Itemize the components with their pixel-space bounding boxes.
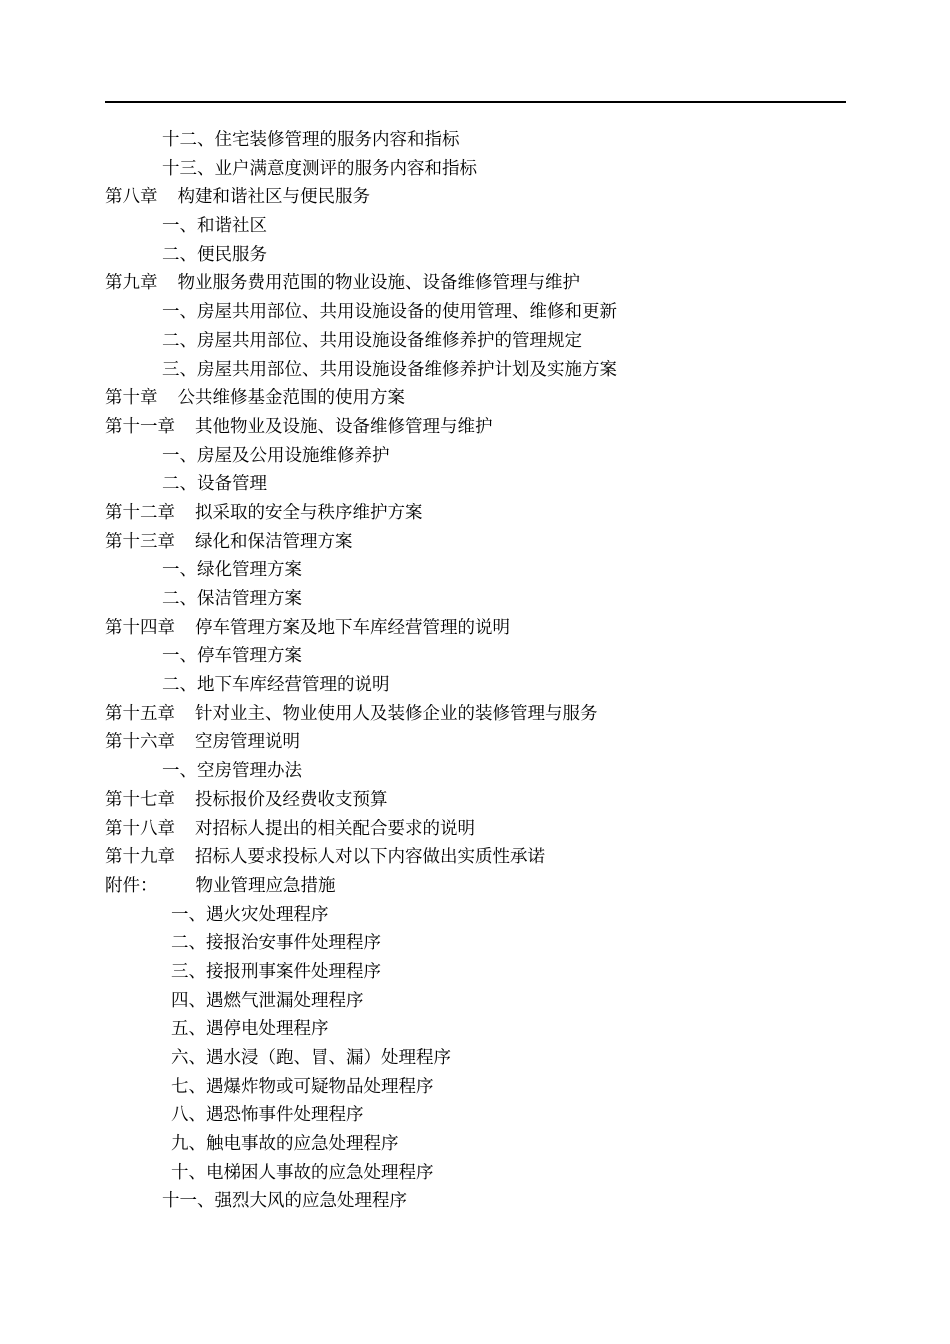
chapter-title: 拟采取的安全与秩序维护方案 bbox=[195, 502, 423, 523]
section-title: 二、设备管理 bbox=[162, 474, 267, 495]
section-title: 一、停车管理方案 bbox=[162, 646, 302, 667]
chapter-number: 第十五章 bbox=[105, 703, 175, 724]
chapter-title: 绿化和保洁管理方案 bbox=[195, 531, 353, 552]
chapter-number: 第十六章 bbox=[105, 732, 175, 753]
toc-appendix-item bbox=[0, 958, 950, 987]
toc-appendix-item bbox=[0, 1130, 950, 1159]
appendix-item-title: 六、遇水浸（跑、冒、漏）处理程序 bbox=[171, 1048, 451, 1068]
toc-section bbox=[0, 556, 950, 585]
chapter-number: 第十四章 bbox=[105, 617, 175, 638]
section-title: 二、地下车库经营管理的说明 bbox=[162, 675, 390, 696]
toc-section bbox=[0, 442, 950, 471]
chapter-title: 物业服务费用范围的物业设施、设备维修管理与维护 bbox=[177, 273, 580, 294]
toc-chapter bbox=[0, 786, 950, 815]
toc-section bbox=[0, 757, 950, 786]
toc-appendix-item bbox=[0, 1187, 950, 1216]
chapter-number: 第十章 bbox=[105, 388, 158, 409]
chapter-title: 构建和谐社区与便民服务 bbox=[177, 187, 370, 208]
chapter-number: 第九章 bbox=[105, 273, 158, 294]
toc-section bbox=[0, 241, 950, 270]
section-title: 十二、住宅装修管理的服务内容和指标 bbox=[162, 130, 460, 150]
toc-appendix-item bbox=[0, 1101, 950, 1130]
section-title: 一、绿化管理方案 bbox=[162, 560, 302, 581]
appendix-item-title: 八、遇恐怖事件处理程序 bbox=[171, 1105, 364, 1126]
chapter-number: 第十三章 bbox=[105, 531, 175, 552]
section-title: 三、房屋共用部位、共用设施设备维修养护计划及实施方案 bbox=[162, 359, 617, 380]
chapter-title: 投标报价及经费收支预算 bbox=[195, 789, 388, 810]
toc-chapter bbox=[0, 269, 950, 298]
toc-appendix bbox=[0, 872, 950, 901]
chapter-number: 第十九章 bbox=[105, 847, 175, 868]
toc-appendix-item bbox=[0, 1015, 950, 1044]
toc-section bbox=[0, 585, 950, 614]
toc-section bbox=[0, 126, 950, 155]
toc-chapter bbox=[0, 384, 950, 413]
appendix-item-title: 十一、强烈大风的应急处理程序 bbox=[162, 1191, 407, 1212]
toc-section bbox=[0, 155, 950, 184]
chapter-title: 其他物业及设施、设备维修管理与维护 bbox=[195, 416, 493, 437]
toc-chapter bbox=[0, 499, 950, 528]
appendix-item-title: 五、遇停电处理程序 bbox=[171, 1019, 329, 1040]
section-title: 二、便民服务 bbox=[162, 244, 267, 265]
chapter-title: 公共维修基金范围的使用方案 bbox=[177, 388, 405, 409]
toc-chapter bbox=[0, 815, 950, 844]
toc-chapter bbox=[0, 528, 950, 557]
toc-chapter bbox=[0, 413, 950, 442]
chapter-number: 第八章 bbox=[105, 187, 158, 208]
header-rule bbox=[105, 101, 846, 103]
appendix-item-title: 九、触电事故的应急处理程序 bbox=[171, 1134, 399, 1155]
toc-section bbox=[0, 642, 950, 671]
appendix-label: 附件： bbox=[105, 875, 158, 896]
toc-chapter bbox=[0, 843, 950, 872]
chapter-title: 招标人要求投标人对以下内容做出实质性承诺 bbox=[195, 847, 545, 868]
chapter-number: 第十七章 bbox=[105, 789, 175, 810]
section-title: 一、空房管理办法 bbox=[162, 761, 302, 782]
toc-section bbox=[0, 327, 950, 356]
appendix-item-title: 三、接报刑事案件处理程序 bbox=[171, 961, 381, 982]
section-title: 十三、业户满意度测评的服务内容和指标 bbox=[162, 158, 477, 179]
chapter-number: 第十八章 bbox=[105, 818, 175, 839]
section-title: 一、和谐社区 bbox=[162, 216, 267, 237]
toc-appendix-item bbox=[0, 929, 950, 958]
appendix-title: 物业管理应急措施 bbox=[195, 875, 336, 896]
toc-section bbox=[0, 356, 950, 385]
appendix-item-title: 四、遇燃气泄漏处理程序 bbox=[171, 990, 364, 1011]
chapter-title: 空房管理说明 bbox=[195, 732, 300, 753]
toc-section bbox=[0, 212, 950, 241]
section-title: 一、房屋共用部位、共用设施设备的使用管理、维修和更新 bbox=[162, 302, 617, 323]
toc-appendix-item bbox=[0, 987, 950, 1016]
appendix-item-title: 十、电梯困人事故的应急处理程序 bbox=[171, 1162, 434, 1183]
toc-appendix-item bbox=[0, 1073, 950, 1102]
toc-section bbox=[0, 671, 950, 700]
chapter-title: 停车管理方案及地下车库经营管理的说明 bbox=[195, 617, 510, 638]
appendix-item-title: 二、接报治安事件处理程序 bbox=[171, 933, 381, 954]
appendix-item-title: 一、遇火灾处理程序 bbox=[171, 904, 329, 925]
toc-section bbox=[0, 298, 950, 327]
toc-appendix-item bbox=[0, 1159, 950, 1188]
toc-chapter bbox=[0, 700, 950, 729]
chapter-number: 第十一章 bbox=[105, 416, 175, 437]
section-title: 二、保洁管理方案 bbox=[162, 589, 302, 609]
section-title: 一、房屋及公用设施维修养护 bbox=[162, 445, 390, 466]
toc-appendix-item bbox=[0, 1044, 950, 1073]
appendix-item-title: 七、遇爆炸物或可疑物品处理程序 bbox=[171, 1076, 434, 1097]
chapter-title: 针对业主、物业使用人及装修企业的装修管理与服务 bbox=[195, 703, 598, 724]
toc-section bbox=[0, 470, 950, 499]
chapter-title: 对招标人提出的相关配合要求的说明 bbox=[195, 818, 475, 839]
toc-appendix-item bbox=[0, 901, 950, 930]
toc-chapter bbox=[0, 614, 950, 643]
chapter-number: 第十二章 bbox=[105, 502, 175, 523]
table-of-contents bbox=[0, 126, 950, 1216]
toc-chapter bbox=[0, 728, 950, 757]
toc-chapter bbox=[0, 183, 950, 212]
section-title: 二、房屋共用部位、共用设施设备维修养护的管理规定 bbox=[162, 330, 582, 351]
